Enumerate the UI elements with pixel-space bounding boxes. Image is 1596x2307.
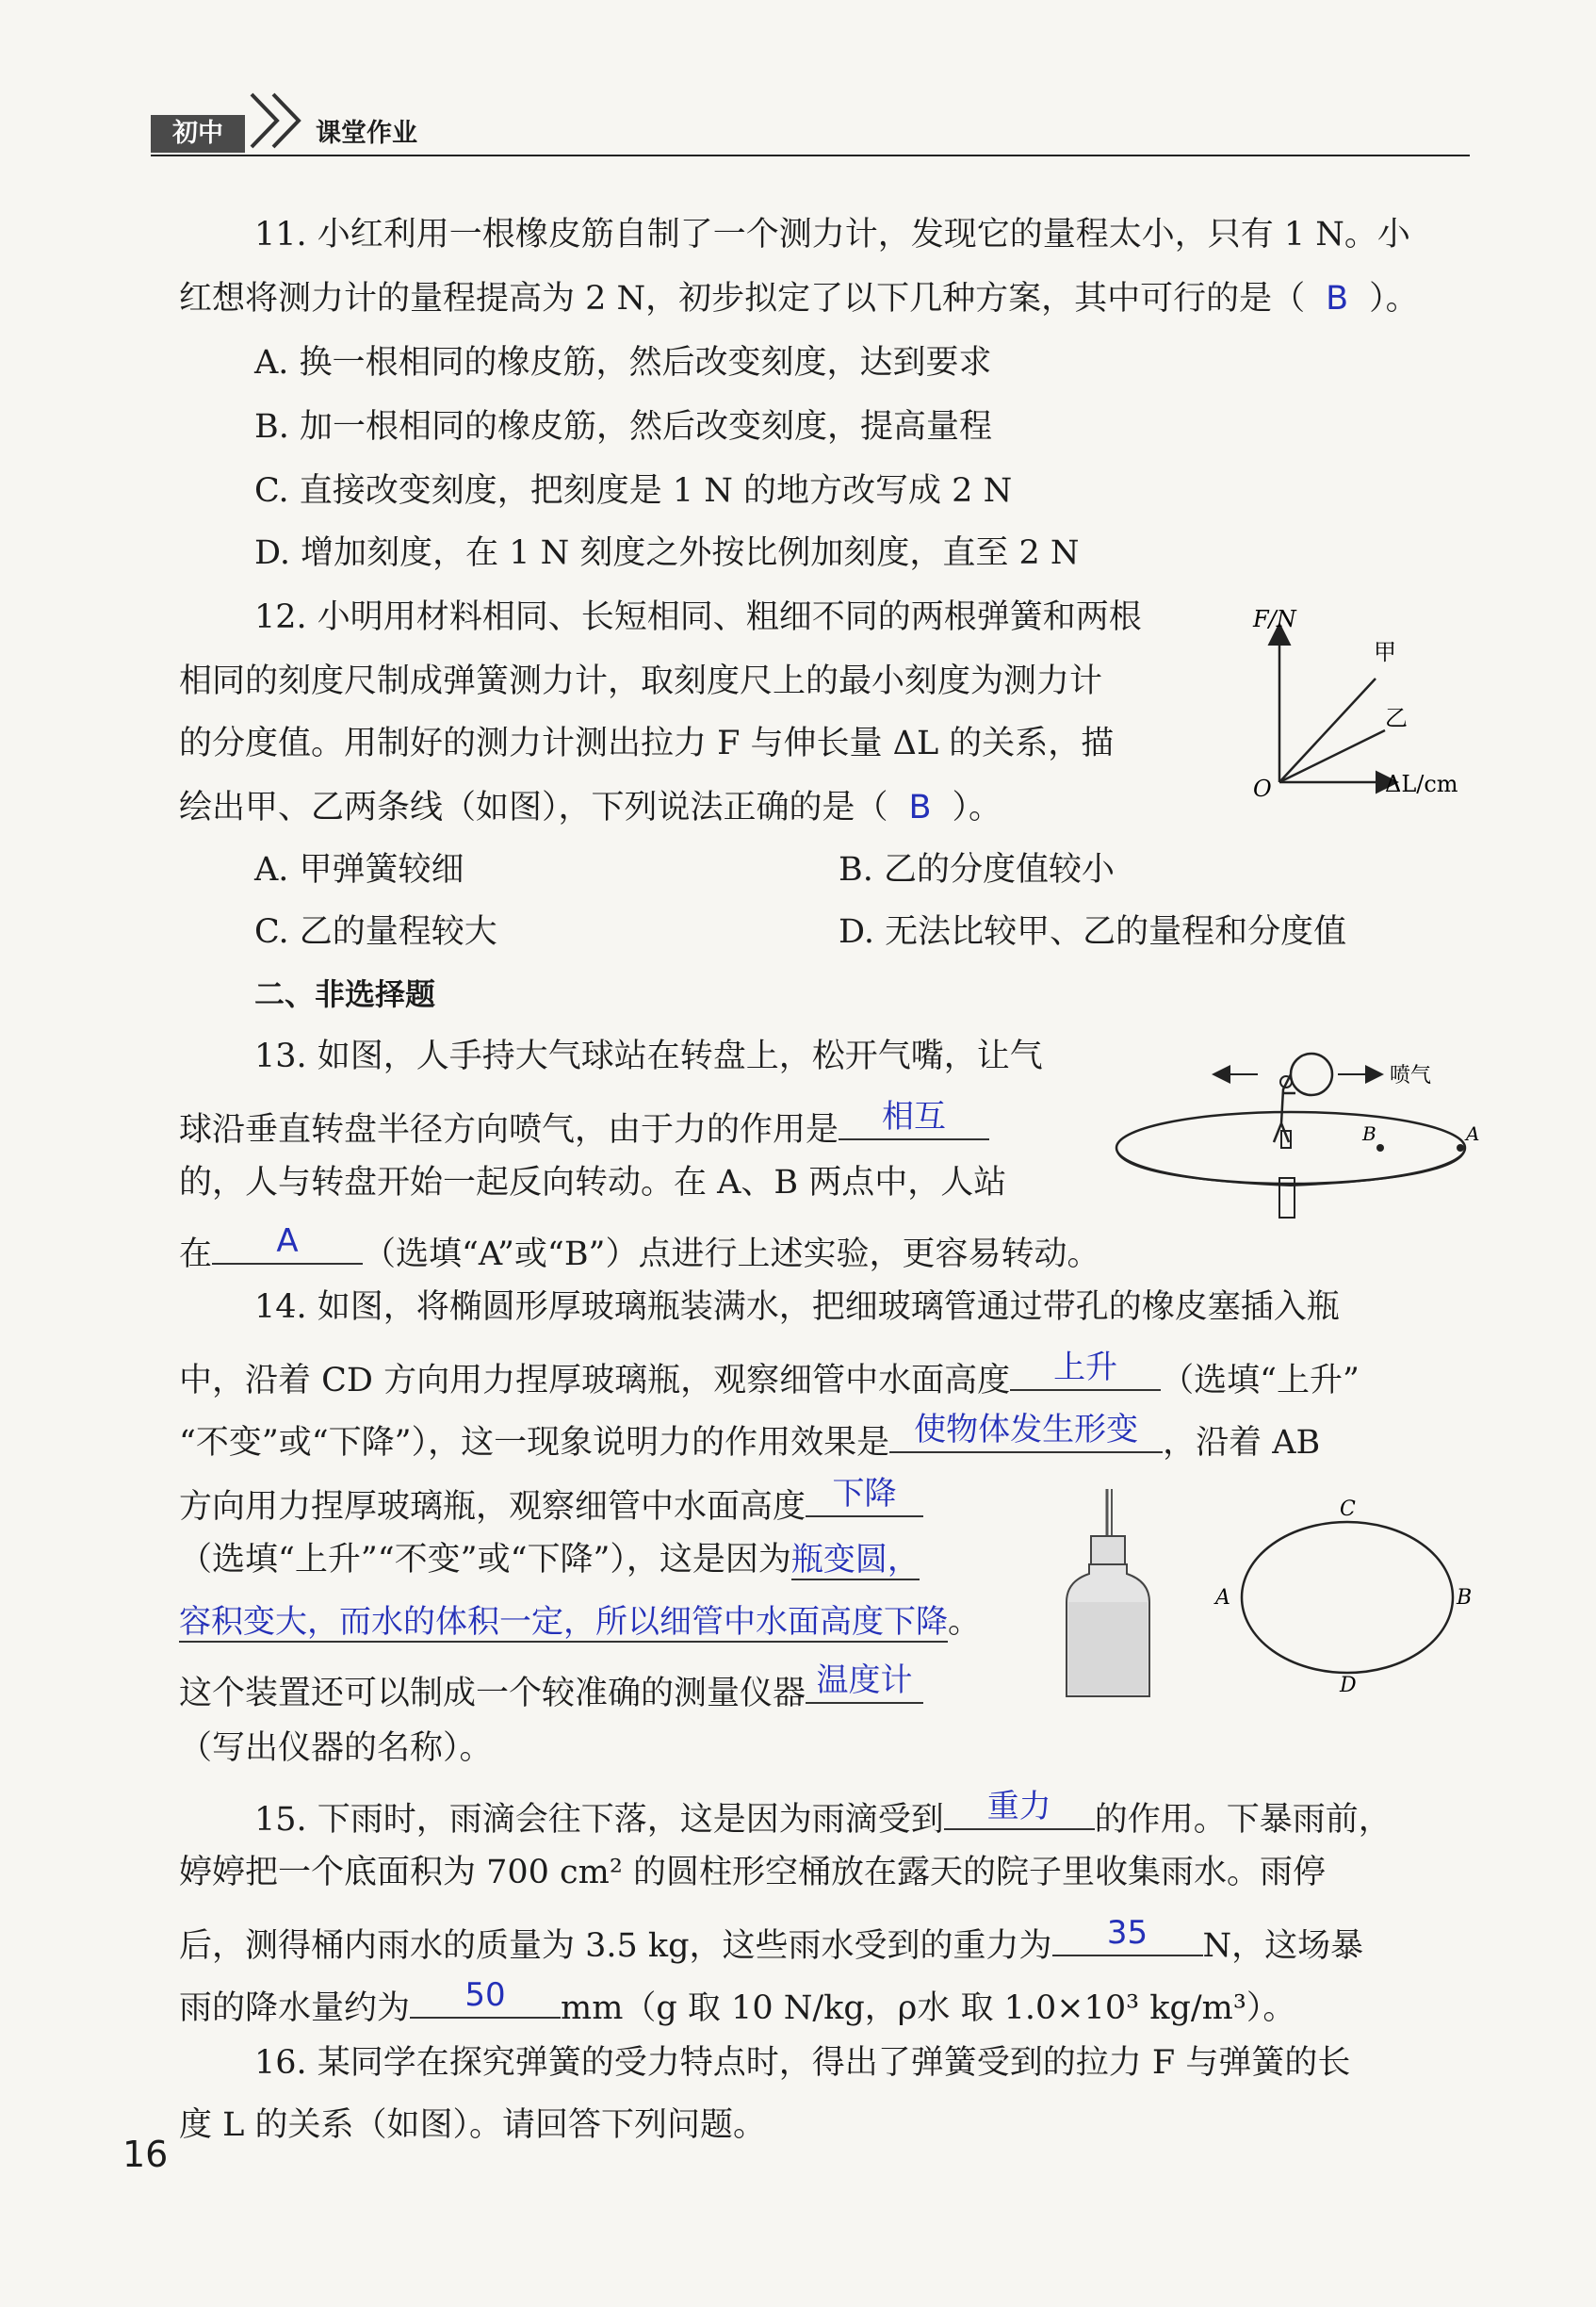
q14-blank5: 温度计 (806, 1664, 923, 1704)
q14-line8: （写出仪器的名称）。 (179, 1729, 493, 1767)
q12-line4: 绘出甲、乙两条线（如图），下列说法正确的是（ B ）。 (179, 789, 1002, 826)
q16-line1: 16. 某同学在探究弹簧的受力特点时，得出了弹簧受到的拉力 F 与弹簧的长 (254, 2044, 1351, 2082)
q15-line3: 后，测得桶内雨水的质量为 3.5 kg，这些雨水受到的重力为 35 N，这场暴 (179, 1914, 1364, 1965)
q12-line2: 相同的刻度尺制成弹簧测力计，取刻度尺上的最小刻度为测力计 (179, 663, 1103, 700)
q11-option-d: D. 增加刻度，在 1 N 刻度之外按比例加刻度，直至 2 N (254, 534, 1080, 572)
q12-option-b: B. 乙的分度值较小 (839, 851, 1115, 889)
q14-line1: 14. 如图，将椭圆形厚玻璃瓶装满水，把细玻璃管通过带孔的橡皮塞插入瓶 (254, 1288, 1340, 1326)
q11-option-c: C. 直接改变刻度，把刻度是 1 N 的地方改写成 2 N (254, 472, 1013, 510)
q12-answer: B (908, 789, 932, 826)
q13-blank2: A (212, 1225, 363, 1265)
line-b (1279, 730, 1385, 782)
x-axis-label: ΔL/cm (1385, 771, 1458, 797)
header-rule (151, 155, 1470, 156)
q15-line1: 15. 下雨时，雨滴会往下落，这是因为雨滴受到 重力 的作用。下暴雨前， (254, 1788, 1392, 1839)
q12-line3: 的分度值。用制好的测力计测出拉力 F 与伸长量 ΔL 的关系，描 (179, 725, 1115, 762)
q14-line3: “不变”或“下降”），这一现象说明力的作用效果是 使物体发生形变 ，沿着 AB (179, 1411, 1321, 1462)
q13-line1: 13. 如图，人手持大气球站在转盘上，松开气嘴，让气 (254, 1038, 1043, 1075)
q11-option-a: A. 换一根相同的橡皮筋，然后改变刻度，达到要求 (254, 344, 992, 382)
header-tag: 初中 (151, 115, 245, 153)
q12-option-d: D. 无法比较甲、乙的量程和分度值 (839, 913, 1347, 951)
q15-line2: 婷婷把一个底面积为 700 cm² 的圆柱形空桶放在露天的院子里收集雨水。雨停 (179, 1854, 1327, 1891)
y-axis-label: F/N (1253, 606, 1296, 632)
q14-bottle-figure (1055, 1480, 1159, 1706)
q13-figure (1102, 1037, 1489, 1225)
q14-blank4b: 容积变大，而水的体积一定，所以细管中水面高度下降 (179, 1603, 948, 1641)
q16-line2: 度 L 的关系（如图）。请回答下列问题。 (179, 2106, 766, 2144)
q15-blank1: 重力 (944, 1791, 1095, 1830)
q11-line1: 11. 小红利用一根橡皮筋自制了一个测力计，发现它的量程太小，只有 1 N。小 (254, 216, 1410, 254)
label-c: C (1340, 1498, 1356, 1521)
q12-option-c: C. 乙的量程较大 (254, 913, 497, 951)
q11-line2: 红想将测力计的量程提高为 2 N，初步拟定了以下几种方案，其中可行的是（ B ）。 (179, 280, 1419, 318)
q14-blank2: 使物体发生形变 (889, 1414, 1163, 1453)
q14-line4: 方向用力捏厚玻璃瓶，观察细管中水面高度 下降 (179, 1478, 923, 1527)
q13-line2: 球沿垂直转盘半径方向喷气，由于力的作用是 相互 (179, 1101, 989, 1150)
line-a (1279, 679, 1376, 782)
q13-line4: 在 A （选填“A”或“B”）点进行上述实验，更容易转动。 (179, 1222, 1100, 1273)
q13-blank1: 相互 (839, 1101, 989, 1140)
line-b-label: 乙 (1385, 705, 1408, 731)
balloon (1291, 1054, 1332, 1095)
q12-option-a: A. 甲弹簧较细 (254, 851, 464, 889)
q14-blank3: 下降 (806, 1478, 923, 1517)
q12-line1: 12. 小明用材料相同、长短相同、粗细不同的两根弹簧和两根 (254, 598, 1142, 636)
q12-graph (1244, 603, 1489, 801)
point-a-label: A (1466, 1122, 1480, 1145)
q15-blank3: 50 (410, 1979, 561, 2019)
spray-label: 喷气 (1390, 1064, 1432, 1088)
q14-blank1: 上升 (1010, 1351, 1161, 1391)
q13-line3: 的，人与转盘开始一起反向转动。在 A、B 两点中，人站 (179, 1164, 1007, 1202)
q14-line7: 这个装置还可以制成一个较准确的测量仪器 温度计 (179, 1664, 923, 1713)
section-title: 二、非选择题 (254, 976, 436, 1012)
label-d: D (1340, 1674, 1357, 1696)
label-a: A (1215, 1586, 1230, 1610)
q11-answer: B (1326, 280, 1349, 318)
chevron-icon (247, 87, 313, 155)
origin-label: O (1253, 776, 1272, 801)
q15-blank2: 35 (1052, 1917, 1203, 1956)
page-number: 16 (122, 2134, 169, 2175)
q14-line6: 容积变大，而水的体积一定，所以细管中水面高度下降。 (179, 1603, 982, 1641)
label-b: B (1457, 1586, 1473, 1610)
q14-ellipse-figure (1206, 1498, 1479, 1696)
q14-line2: 中，沿着 CD 方向用力捏厚玻璃瓶，观察细管中水面高度 上升 （选填“上升” (179, 1349, 1360, 1399)
q14-blank4a: 瓶变圆， (790, 1541, 920, 1579)
header-title: 课堂作业 (316, 119, 417, 148)
q14-line5: （选填“上升”“不变”或“下降”），这是因为瓶变圆， (179, 1541, 920, 1579)
q11-option-b: B. 加一根相同的橡皮筋，然后改变刻度，提高量程 (254, 408, 992, 446)
line-a-label: 甲 (1374, 639, 1396, 665)
point-b-label: B (1362, 1122, 1376, 1145)
q15-line4: 雨的降水量约为 50 mm（g 取 10 N/kg，ρ水 取 1.0×10³ kg/m³）。 (179, 1976, 1296, 2027)
